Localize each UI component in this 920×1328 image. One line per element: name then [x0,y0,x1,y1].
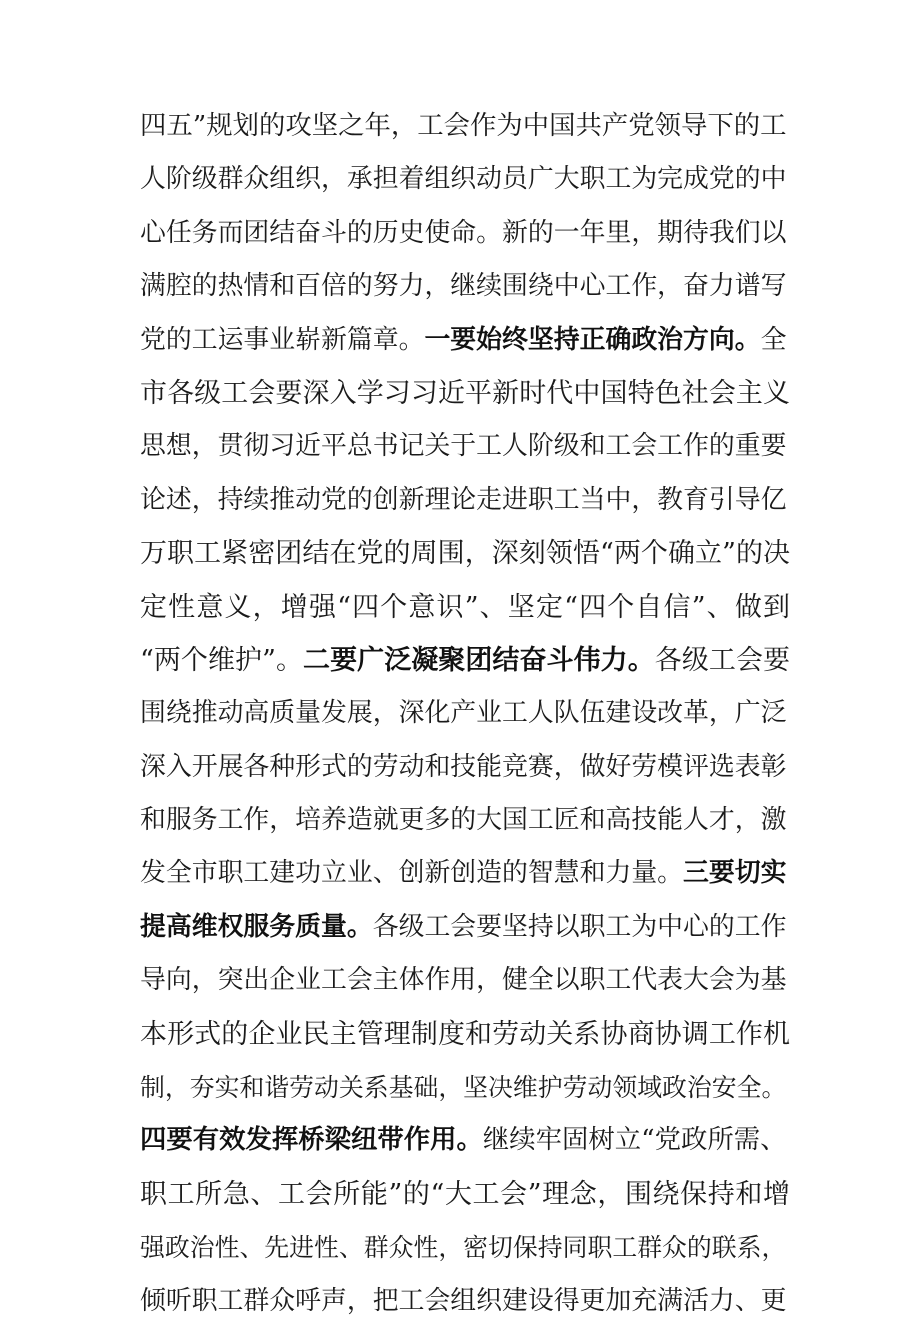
text-segment: 党的工运事业崭新篇章。 [140,324,425,355]
bold-heading-phrase: 二要广泛凝聚团结奋斗伟力。 [303,644,655,676]
text-line [140,741,790,794]
text-line [140,474,790,527]
text-line [140,367,790,420]
text-segment: 本形式的企业民主管理制度和劳动关系协商协调工作机 [140,1018,791,1050]
text-line [140,1061,790,1114]
text-segment: 人阶级群众组织，承担着组织动员广大职工为完成党的中 [140,164,787,195]
text-line [140,954,790,1007]
text-line [140,1221,790,1274]
text-segment: 继续牢固树立“党政所需、 [482,1125,787,1156]
text-segment: 倾听职工群众呼声，把工会组织建设得更加充满活力、更 [140,1285,787,1316]
text-line [140,100,790,153]
text-segment: 心任务而团结奋斗的历史使命。新的一年里，期待我们以 [140,217,787,248]
text-segment: 职工所急、工会所能”的“大工会”理念，围绕保持和增 [140,1178,791,1210]
text-line [140,207,790,260]
text-segment: 万职工紧密团结在党的周围，深刻领悟“两个确立”的决 [140,538,791,570]
text-line [140,794,790,847]
text-segment: 和服务工作，培养造就更多的大国工匠和高技能人才，激 [140,805,787,836]
bold-heading-phrase: 提高维权服务质量。 [140,911,373,942]
text-segment: 市各级工会要深入学习习近平新时代中国特色社会主义 [140,377,791,409]
text-segment: “两个维护”。 [140,644,304,676]
text-line [140,687,790,740]
text-line [140,1168,790,1221]
text-segment: 导向，突出企业工会主体作用，健全以职工代表大会为基 [140,965,787,996]
bold-heading-phrase: 四要有效发挥桥梁纽带作用。 [140,1125,483,1156]
text-line [140,1008,790,1061]
text-line [140,1275,790,1328]
text-line [140,314,790,367]
text-segment: 满腔的热情和百倍的努力，继续围绕中心工作，奋力谱写 [140,271,787,302]
bold-heading-phrase: 一要始终坚持正确政治方向。 [424,324,761,355]
text-segment: 论述，持续推动党的创新理论走进职工当中，教育引导亿 [140,484,787,515]
text-line [140,634,790,687]
text-line [140,527,790,580]
bold-heading-phrase: 三要切实 [683,858,787,889]
text-line [140,901,790,954]
text-segment: 制，夯实和谐劳动关系基础，坚决维护劳动领域政治安全。 [140,1073,787,1103]
text-segment: 强政治性、先进性、群众性，密切保持同职工群众的联系， [140,1233,787,1263]
text-line [140,420,790,473]
text-line [140,581,790,634]
text-segment: 四五”规划的攻坚之年，工会作为中国共产党领导下的工 [140,111,787,141]
text-line [140,260,790,313]
text-segment: 思想，贯彻习近平总书记关于工人阶级和工会工作的重要 [140,431,787,462]
text-line [140,153,790,206]
text-segment: 各级工会要 [654,644,791,676]
text-segment: 发全市职工建功立业、创新创造的智慧和力量。 [140,858,684,889]
body-text [140,100,790,1328]
text-line [140,847,790,900]
text-segment: 围绕推动高质量发展，深化产业工人队伍建设改革，广泛 [140,698,787,729]
text-segment: 全 [760,324,787,355]
text-line [140,1114,790,1167]
text-segment: 定性意义，增强“四个意识”、坚定“四个自信”、做到 [140,591,792,623]
text-segment: 深入开展各种形式的劳动和技能竞赛，做好劳模评选表彰 [140,751,787,782]
text-segment: 各级工会要坚持以职工为中心的工作 [372,911,787,942]
